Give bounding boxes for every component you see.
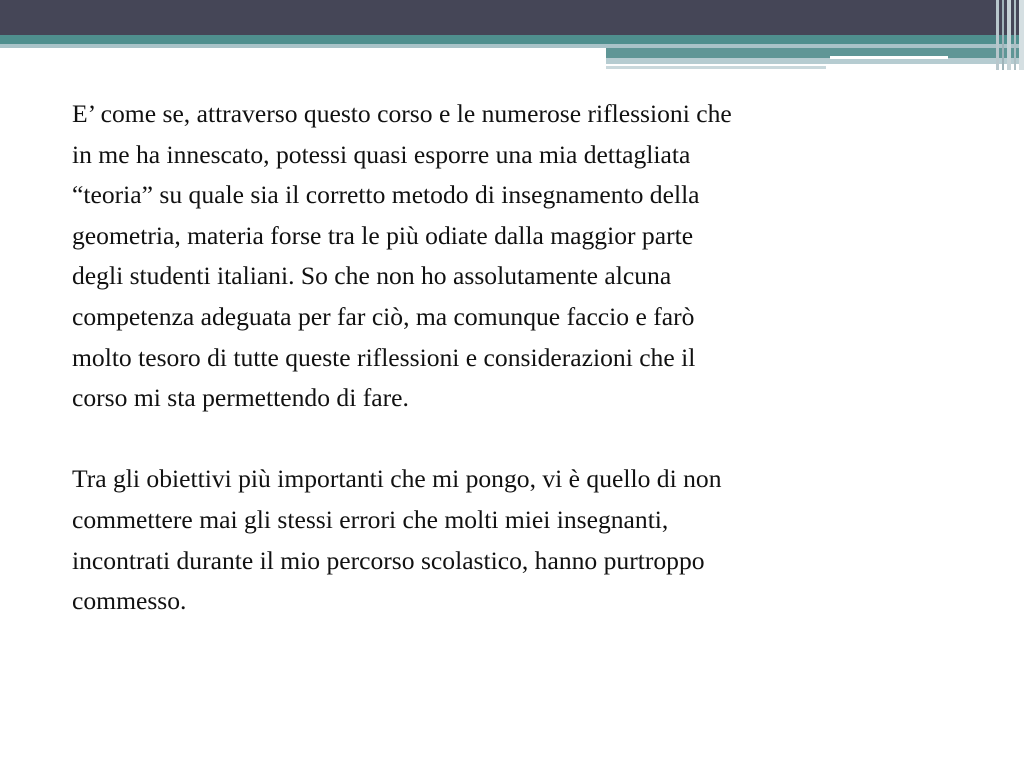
header-light-right-band [606, 58, 1024, 64]
header-thin-right-gap [830, 56, 948, 59]
body-paragraph-2: Tra gli obiettivi più importanti che mi pongo, vi è quello di non commettere mai gli stessi errori che molti miei insegnanti, incontrati durante il mio percorso scolastico, hanno purtroppo commesso. [72, 464, 722, 616]
header-thin-right-band [606, 66, 826, 69]
slide-body [72, 94, 972, 622]
header-teal-band [0, 35, 1024, 44]
header-dark-band [0, 0, 1024, 35]
header-teal-right-band [606, 48, 1024, 58]
decorative-vertical-stripes [990, 0, 1024, 70]
body-paragraph-1: E’ come se, attraverso questo corso e le numerose riflessioni che in me ha innescato, potessi quasi esporre una mia dettagliata “teoria” su quale sia il corretto metodo di insegnamento della geometria, materia forse tra le più odiate dalla maggior parte degli studenti italiani. So che non ho assolutamente alcuna competenza adeguata per far ciò, ma comunque faccio e farò molto tesoro di tutte queste riflessioni e considerazioni che il corso mi sta permettendo di fare. [72, 99, 732, 413]
